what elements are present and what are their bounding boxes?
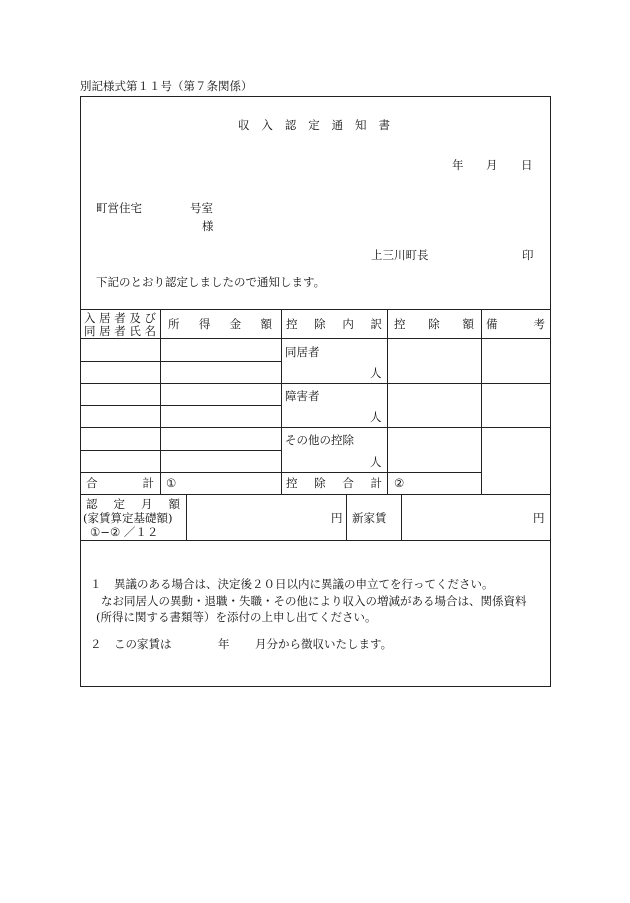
deduction-unit: 人 xyxy=(370,366,382,380)
header-deduction-amount xyxy=(394,317,474,331)
note-2-text-a: この家賃は xyxy=(114,637,172,651)
recipient-honorific: 様 xyxy=(202,219,214,233)
row-rule xyxy=(80,450,281,451)
col-rule xyxy=(346,494,347,540)
col-rule xyxy=(387,309,388,494)
date-day: 日 xyxy=(521,158,533,172)
deduction-label-cohabitant: 同居者 xyxy=(285,345,320,359)
title-char: 認 xyxy=(284,118,297,132)
recipient-room: 号室 xyxy=(190,201,213,215)
char: 訳 xyxy=(370,317,382,331)
monthly-label-line2: (家賃算定基礎額) xyxy=(83,511,173,525)
char: 控 xyxy=(286,317,298,331)
col-rule xyxy=(481,309,482,494)
title-char: 書 xyxy=(378,118,390,132)
deduction-unit: 人 xyxy=(370,410,382,424)
total-mark-2: ② xyxy=(394,476,405,490)
char: 名 xyxy=(144,324,156,338)
char: 同 xyxy=(84,324,96,338)
intro-text: 下記のとおり認定しましたので通知します。 xyxy=(96,275,326,289)
header-deduction-detail xyxy=(286,317,382,331)
char: 額 xyxy=(462,317,474,331)
new-rent-yen: 円 xyxy=(533,511,545,525)
char: 考 xyxy=(533,317,545,331)
title-char: 入 xyxy=(261,118,273,132)
note-1-line2: なお同居人の異動・退職・失職・その他により収入の増減がある場合は、関係資料 xyxy=(101,594,527,608)
row-rule xyxy=(80,361,281,362)
note-2-text-b: 月分から徴収いたします。 xyxy=(255,637,393,651)
deduction-total-label xyxy=(286,476,382,490)
row-rule xyxy=(281,427,551,428)
char: 計 xyxy=(370,476,382,490)
title-char: 知 xyxy=(355,118,367,132)
char: 内 xyxy=(342,317,354,331)
deduction-label-disabled: 障害者 xyxy=(285,389,320,403)
header-names-line2 xyxy=(84,324,156,338)
char: 額 xyxy=(260,317,272,331)
char: 額 xyxy=(168,497,180,511)
char: 除 xyxy=(428,317,440,331)
char: 入 xyxy=(84,311,96,325)
deduction-unit: 人 xyxy=(370,455,382,469)
char: 者 xyxy=(114,324,126,338)
form-reference: 別記様式第１１号（第７条関係） xyxy=(80,79,253,93)
note-1-line3: (所得に関する書類等）を添付の上申し出てください。 xyxy=(96,610,377,624)
title-char: 定 xyxy=(308,118,320,132)
header-names-line1 xyxy=(84,311,156,325)
char: 者 xyxy=(114,311,126,325)
char: 認 xyxy=(86,497,98,511)
monthly-bottom-rule xyxy=(80,540,551,541)
monthly-yen: 円 xyxy=(331,511,343,525)
col-rule xyxy=(160,309,161,494)
char: 控 xyxy=(394,317,406,331)
char: 所 xyxy=(168,317,180,331)
deduction-label-other: その他の控除 xyxy=(285,433,354,447)
title-char: 収 xyxy=(238,118,250,132)
char: 居 xyxy=(99,324,111,338)
char: 合 xyxy=(86,476,98,490)
char: 定 xyxy=(113,497,125,511)
col-rule xyxy=(186,494,187,540)
char: 月 xyxy=(141,497,153,511)
issuer-name: 上三川町長 xyxy=(371,248,429,262)
header-income xyxy=(168,317,272,331)
monthly-label-line3: ①−② ／１２ xyxy=(90,525,159,539)
note-2-number: ２ xyxy=(90,637,102,651)
date-year: 年 xyxy=(452,158,464,172)
seal-mark: 印 xyxy=(522,248,534,262)
char: 除 xyxy=(314,317,326,331)
char: 得 xyxy=(198,317,211,331)
row-rule xyxy=(281,383,551,384)
char: 及 xyxy=(129,311,141,325)
char: 金 xyxy=(229,317,242,331)
monthly-label-line1 xyxy=(86,497,180,511)
row-rule xyxy=(80,427,281,428)
col-rule xyxy=(401,494,402,540)
char: 居 xyxy=(99,311,111,325)
char: 氏 xyxy=(129,324,141,338)
char: 控 xyxy=(286,476,298,490)
note-1-line1: 異議のある場合は、決定後２０日以内に異議の申立てを行ってください。 xyxy=(114,577,494,591)
row-rule xyxy=(80,383,281,384)
recipient-housing: 町営住宅 xyxy=(96,201,142,215)
note-1-number: １ xyxy=(90,577,102,591)
title-char: 通 xyxy=(331,118,344,132)
total-mark-1: ① xyxy=(166,476,177,490)
new-rent-label: 新家賃 xyxy=(352,511,387,525)
total-label xyxy=(86,476,154,490)
col-rule xyxy=(281,309,282,494)
header-remarks xyxy=(486,317,545,331)
char: 除 xyxy=(314,476,326,490)
date-month: 月 xyxy=(486,158,498,172)
note-2-year: 年 xyxy=(218,637,230,651)
char: 備 xyxy=(486,317,498,331)
form-title xyxy=(238,118,390,132)
char: 合 xyxy=(342,476,354,490)
char: 計 xyxy=(142,476,154,490)
total-bottom-rule xyxy=(80,494,551,495)
char: び xyxy=(144,311,156,325)
row-rule xyxy=(80,405,281,406)
